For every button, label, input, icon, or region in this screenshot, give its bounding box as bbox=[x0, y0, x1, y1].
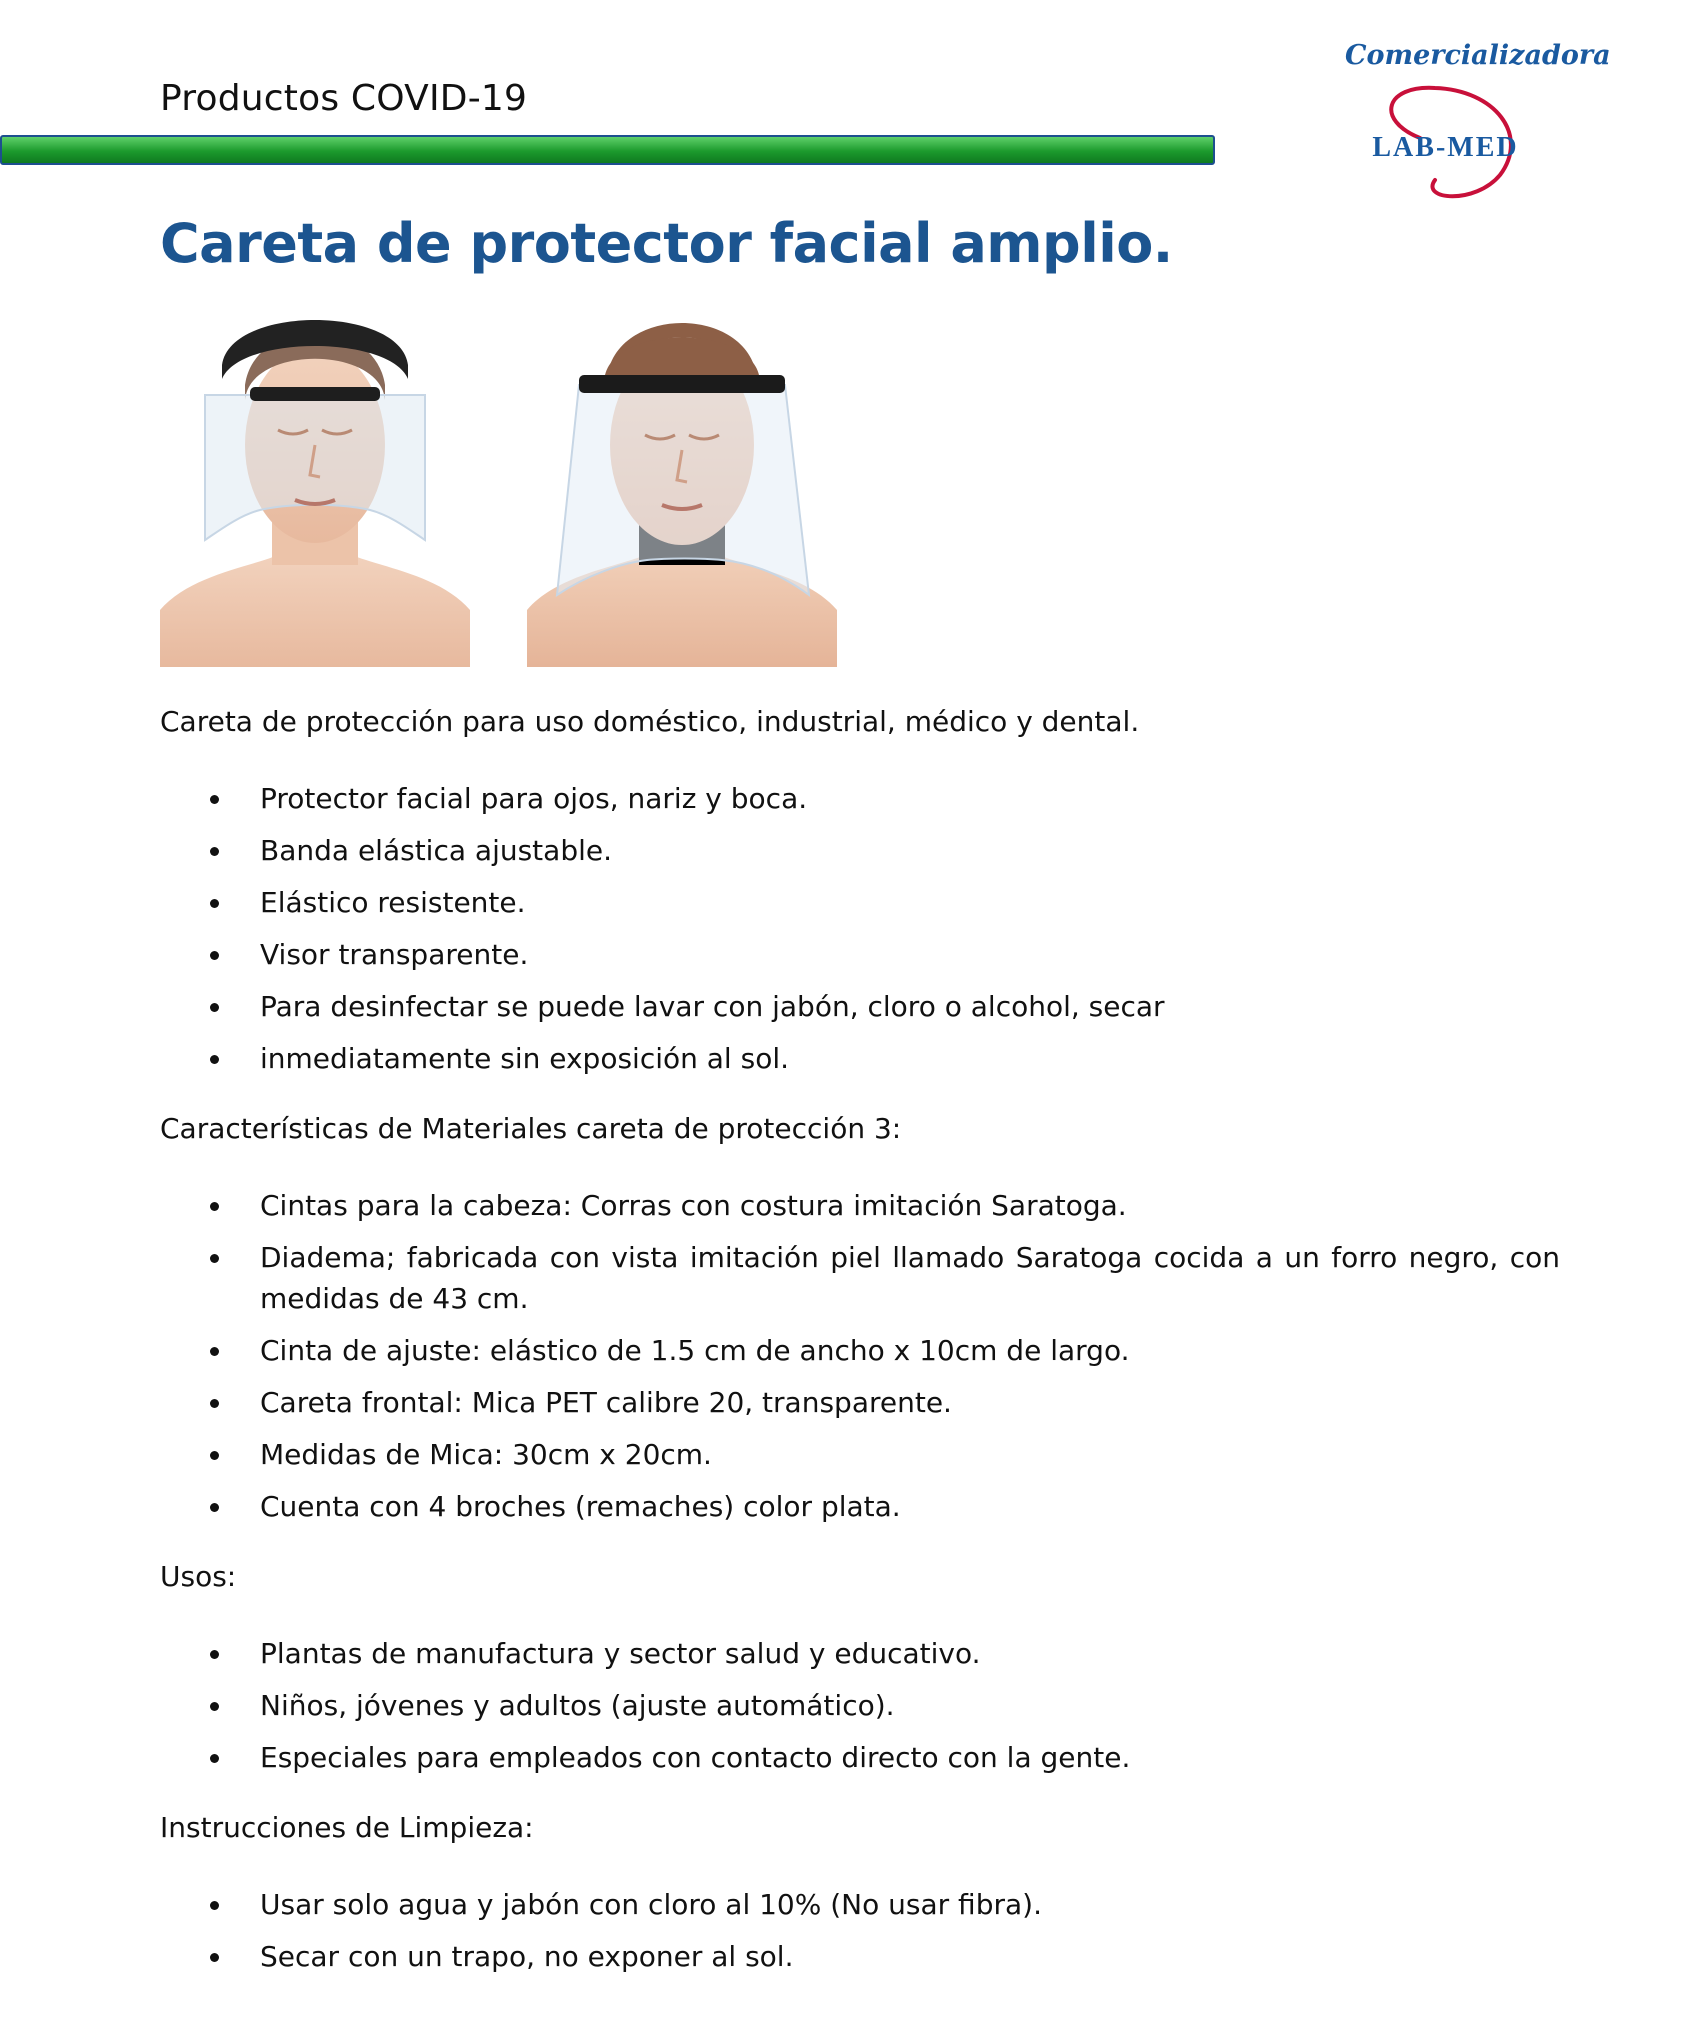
bullet-icon bbox=[210, 951, 219, 960]
bullet-icon bbox=[210, 1503, 219, 1512]
list-item: Plantas de manufactura y sector salud y educativo. bbox=[160, 1633, 1560, 1674]
logo-script-text: Comercializadora bbox=[1345, 40, 1611, 71]
list-item: Medidas de Mica: 30cm x 20cm. bbox=[160, 1434, 1560, 1475]
logo-name-text: LAB-MED bbox=[1372, 132, 1519, 163]
bullet-icon bbox=[210, 1347, 219, 1356]
bullet-icon bbox=[210, 1702, 219, 1711]
bullet-icon bbox=[210, 1754, 219, 1763]
list-item: Usar solo agua y jabón con cloro al 10% (No usar fibra). bbox=[160, 1884, 1560, 1925]
bullet-icon bbox=[210, 1202, 219, 1211]
list-item: Protector facial para ojos, nariz y boca. bbox=[160, 778, 1560, 819]
features-list bbox=[160, 778, 1560, 1079]
bullet-icon bbox=[210, 1451, 219, 1460]
intro-paragraph: Careta de protección para uso doméstico, industrial, médico y dental. bbox=[160, 705, 1140, 738]
list-item: Niños, jóvenes y adultos (ajuste automático). bbox=[160, 1685, 1560, 1726]
bullet-icon bbox=[210, 1055, 219, 1064]
bullet-icon bbox=[210, 1399, 219, 1408]
page-header-label: Productos COVID-19 bbox=[160, 78, 528, 119]
uses-list bbox=[160, 1633, 1560, 1778]
list-item: Elástico resistente. bbox=[160, 882, 1560, 923]
bullet-icon bbox=[210, 1901, 219, 1910]
mannequin-face-shield-photo bbox=[160, 305, 470, 667]
list-item: Especiales para empleados con contacto directo con la gente. bbox=[160, 1737, 1560, 1778]
list-item: Cintas para la cabeza: Corras con costura imitación Saratoga. bbox=[160, 1185, 1560, 1226]
bullet-icon bbox=[210, 1953, 219, 1962]
list-item: Banda elástica ajustable. bbox=[160, 830, 1560, 871]
mannequin-face-shield-photo bbox=[527, 305, 837, 667]
list-item: Careta frontal: Mica PET calibre 20, transparente. bbox=[160, 1382, 1560, 1423]
list-item: inmediatamente sin exposición al sol. bbox=[160, 1038, 1560, 1079]
cleaning-heading: Instrucciones de Limpieza: bbox=[160, 1811, 534, 1844]
bullet-icon bbox=[210, 795, 219, 804]
header-green-bar bbox=[0, 135, 1215, 165]
page-title: Careta de protector facial amplio. bbox=[160, 212, 1173, 275]
list-item: Cinta de ajuste: elástico de 1.5 cm de ancho x 10cm de largo. bbox=[160, 1330, 1560, 1371]
list-item: Cuenta con 4 broches (remaches) color plata. bbox=[160, 1486, 1560, 1527]
document-body bbox=[160, 700, 1560, 2005]
list-item: Secar con un trapo, no exponer al sol. bbox=[160, 1936, 1560, 1977]
lab-med-logo bbox=[1325, 40, 1611, 210]
bullet-icon bbox=[210, 899, 219, 908]
bullet-icon bbox=[210, 847, 219, 856]
bullet-icon bbox=[210, 1254, 219, 1263]
materials-list bbox=[160, 1185, 1560, 1527]
list-item: Visor transparente. bbox=[160, 934, 1560, 975]
uses-heading: Usos: bbox=[160, 1560, 237, 1593]
materials-heading: Características de Materiales careta de protección 3: bbox=[160, 1112, 902, 1145]
list-item: Para desinfectar se puede lavar con jabón, cloro o alcohol, secar bbox=[160, 986, 1560, 1027]
bullet-icon bbox=[210, 1650, 219, 1659]
list-item: Diadema; fabricada con vista imitación piel llamado Saratoga cocida a un forro negro, con medidas de 43 cm. bbox=[160, 1237, 1560, 1319]
cleaning-list bbox=[160, 1884, 1560, 1977]
bullet-icon bbox=[210, 1003, 219, 1012]
